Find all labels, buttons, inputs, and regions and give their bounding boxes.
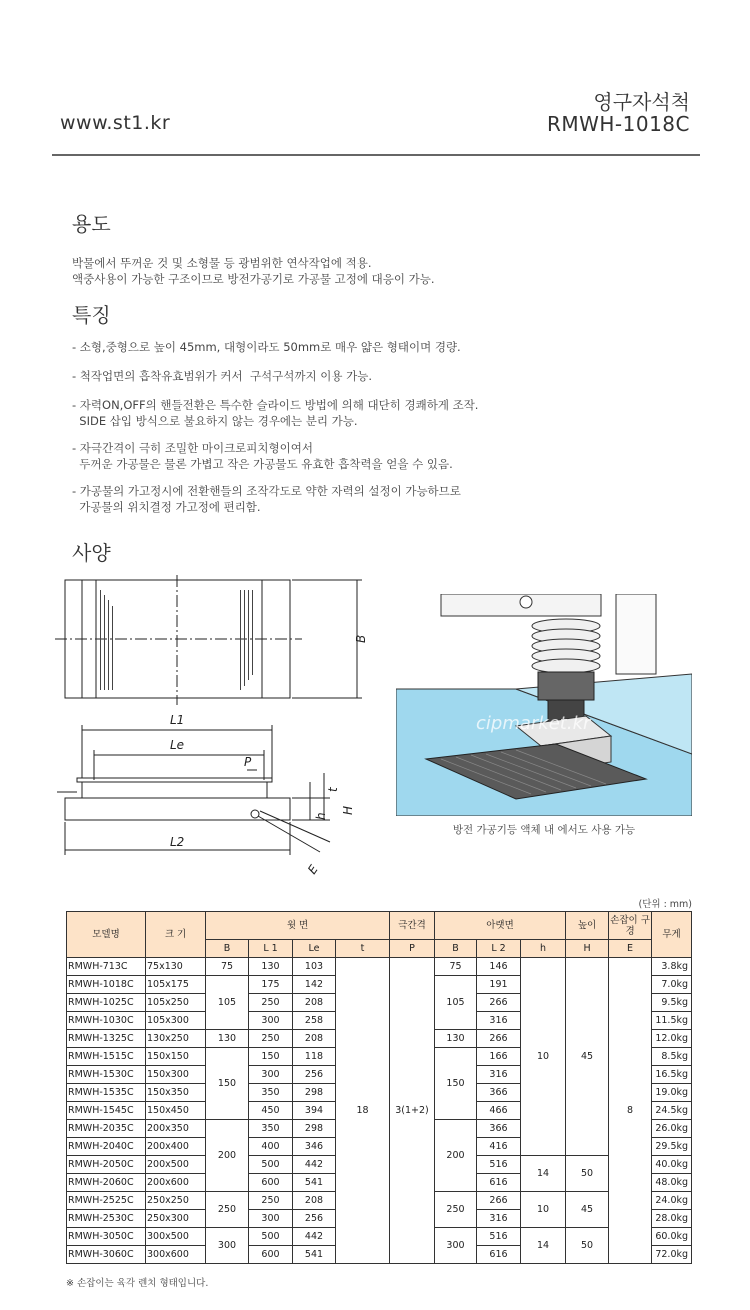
cell-B: 105 (206, 976, 249, 1030)
cell-L2: 166 (477, 1048, 521, 1066)
header-bottom-face: 아랫면 (435, 912, 566, 940)
cell-size: 150x150 (146, 1048, 206, 1066)
cell-L2: 146 (477, 958, 521, 976)
cell-weight: 7.0kg (652, 976, 692, 994)
cell-L1: 150 (249, 1048, 293, 1066)
cell-L1: 600 (249, 1246, 293, 1264)
cell-model: RMWH-2035C (67, 1120, 146, 1138)
header-H: H (566, 940, 609, 958)
cell-size: 200x350 (146, 1120, 206, 1138)
cell-L1: 350 (249, 1120, 293, 1138)
cell-Le: 256 (293, 1066, 336, 1084)
feature-item: - 가공물의 가고정시에 전환핸들의 조작각도로 약한 자력의 설정이 가능하므로 가공물의 위치결정 가고정에 편리함. (72, 484, 461, 514)
dim-label-L1: L1 (170, 713, 185, 727)
cell-model: RMWH-1030C (67, 1012, 146, 1030)
cell-size: 150x350 (146, 1084, 206, 1102)
cell-model: RMWH-1018C (67, 976, 146, 994)
dim-label-B: B (354, 634, 368, 643)
cell-Le: 208 (293, 1030, 336, 1048)
feature-item: - 소형,중형으로 높이 45mm, 대형이라도 50mm로 매우 얇은 형태이며 경량. (72, 340, 461, 354)
cell-weight: 28.0kg (652, 1210, 692, 1228)
header-handle: 손잡이 구경 (609, 912, 652, 940)
header-bottom-B: B (435, 940, 477, 958)
cell-size: 75x130 (146, 958, 206, 976)
cell-L1: 500 (249, 1156, 293, 1174)
cell-Le: 256 (293, 1210, 336, 1228)
cell-h: 10 (521, 1192, 566, 1228)
photo-caption: 방전 가공기등 액체 내 에서도 사용 가능 (452, 824, 636, 836)
feature-item: - 척작업면의 흡착유효범위가 커서 구석구석까지 이용 가능. (72, 369, 373, 383)
header-pole-pitch: 극간격 (390, 912, 435, 940)
cell-weight: 48.0kg (652, 1174, 692, 1192)
cell-E: 8 (609, 958, 652, 1264)
cell-size: 250x250 (146, 1192, 206, 1210)
cell-model: RMWH-1325C (67, 1030, 146, 1048)
cell-bottom-B: 300 (435, 1228, 477, 1264)
feature-item: - 자력ON,OFF의 핸들전환은 특수한 슬라이드 방법에 의해 대단히 경쾌하게 조작. SIDE 삽입 방식으로 불요하지 않는 경우에는 분리 가능. (72, 398, 479, 428)
cell-weight: 11.5kg (652, 1012, 692, 1030)
cell-Le: 541 (293, 1246, 336, 1264)
site-url: www.st1.kr (60, 112, 171, 134)
technical-drawing (52, 570, 382, 890)
cell-L2: 316 (477, 1210, 521, 1228)
cell-L1: 130 (249, 958, 293, 976)
cell-L1: 250 (249, 1030, 293, 1048)
cell-L1: 250 (249, 994, 293, 1012)
header-h: h (521, 940, 566, 958)
cell-L1: 300 (249, 1012, 293, 1030)
header-height: 높이 (566, 912, 609, 940)
cell-weight: 24.5kg (652, 1102, 692, 1120)
dim-label-E: E (304, 862, 321, 877)
cell-model: RMWH-2525C (67, 1192, 146, 1210)
cell-L1: 350 (249, 1084, 293, 1102)
cell-bottom-B: 200 (435, 1120, 477, 1192)
product-name: 영구자석척 (593, 90, 690, 114)
cell-bottom-B: 150 (435, 1048, 477, 1120)
cell-B: 300 (206, 1228, 249, 1264)
cell-model: RMWH-1515C (67, 1048, 146, 1066)
cell-B: 150 (206, 1048, 249, 1120)
cell-h: 10 (521, 958, 566, 1156)
cell-bottom-B: 250 (435, 1192, 477, 1228)
cell-weight: 29.5kg (652, 1138, 692, 1156)
cell-L2: 616 (477, 1174, 521, 1192)
header-B: B (206, 940, 249, 958)
cell-B: 200 (206, 1120, 249, 1192)
header-divider (52, 154, 700, 156)
dim-label-t: t (326, 787, 340, 792)
cell-model: RMWH-2050C (67, 1156, 146, 1174)
edm-illustration (396, 594, 692, 816)
cell-Le: 118 (293, 1048, 336, 1066)
cell-size: 150x300 (146, 1066, 206, 1084)
cell-Le: 346 (293, 1138, 336, 1156)
cell-model: RMWH-1025C (67, 994, 146, 1012)
cell-size: 105x250 (146, 994, 206, 1012)
cell-B: 130 (206, 1030, 249, 1048)
cell-model: RMWH-713C (67, 958, 146, 976)
header-L2: L 2 (477, 940, 521, 958)
cell-L2: 266 (477, 994, 521, 1012)
cell-H: 50 (566, 1156, 609, 1192)
cell-size: 250x300 (146, 1210, 206, 1228)
cell-Le: 541 (293, 1174, 336, 1192)
cell-L2: 266 (477, 1030, 521, 1048)
cell-size: 300x600 (146, 1246, 206, 1264)
cell-L1: 250 (249, 1192, 293, 1210)
cell-weight: 60.0kg (652, 1228, 692, 1246)
cell-weight: 12.0kg (652, 1030, 692, 1048)
cell-Le: 208 (293, 1192, 336, 1210)
cell-H: 45 (566, 958, 609, 1156)
header-size: 크 기 (146, 912, 206, 958)
dim-label-P: P (244, 755, 252, 769)
cell-weight: 16.5kg (652, 1066, 692, 1084)
photo-watermark: cipmarket.kr (476, 713, 591, 734)
cell-L2: 366 (477, 1120, 521, 1138)
header-t: t (336, 940, 390, 958)
spec-table (66, 911, 692, 1264)
product-model: RMWH-1018C (546, 112, 690, 136)
cell-L2: 266 (477, 1192, 521, 1210)
cell-L2: 616 (477, 1246, 521, 1264)
dim-label-L2: L2 (170, 835, 185, 849)
cell-weight: 26.0kg (652, 1120, 692, 1138)
cell-L2: 366 (477, 1084, 521, 1102)
cell-L1: 450 (249, 1102, 293, 1120)
cell-Le: 103 (293, 958, 336, 976)
cell-L1: 400 (249, 1138, 293, 1156)
usage-line: 박물에서 뚜꺼운 것 및 소형물 등 광범위한 연삭작업에 적용. (72, 256, 372, 270)
header-weight: 무게 (652, 912, 692, 958)
cell-L2: 416 (477, 1138, 521, 1156)
cell-L1: 500 (249, 1228, 293, 1246)
cell-size: 130x250 (146, 1030, 206, 1048)
unit-label: (단위 : mm) (638, 899, 692, 910)
cell-model: RMWH-3050C (67, 1228, 146, 1246)
cell-bottom-B: 105 (435, 976, 477, 1030)
dim-label-h: h (314, 812, 328, 820)
cell-weight: 72.0kg (652, 1246, 692, 1264)
cell-weight: 19.0kg (652, 1084, 692, 1102)
cell-weight: 8.5kg (652, 1048, 692, 1066)
cell-h: 14 (521, 1156, 566, 1192)
feature-item: - 자극간격이 극히 조밀한 마이크로피치형이여서 두꺼운 가공물은 물론 가볍고 작은 가공물도 유효한 흡착력을 얻을 수 있음. (72, 441, 453, 471)
cell-Le: 298 (293, 1120, 336, 1138)
cell-bottom-B: 75 (435, 958, 477, 976)
header-E: E (609, 940, 652, 958)
usage-line: 액중사용이 가능한 구조이므로 방전가공기로 가공물 고정에 대응이 가능. (72, 272, 435, 286)
cell-L1: 300 (249, 1066, 293, 1084)
header-Le: Le (293, 940, 336, 958)
cell-B: 75 (206, 958, 249, 976)
cell-B: 250 (206, 1192, 249, 1228)
cell-Le: 208 (293, 994, 336, 1012)
cell-Le: 298 (293, 1084, 336, 1102)
header-P: P (390, 940, 435, 958)
cell-H: 50 (566, 1228, 609, 1264)
cell-weight: 24.0kg (652, 1192, 692, 1210)
cell-model: RMWH-2060C (67, 1174, 146, 1192)
features-heading: 특징 (72, 303, 111, 327)
header-model: 모델명 (67, 912, 146, 958)
cell-L1: 600 (249, 1174, 293, 1192)
cell-model: RMWH-1530C (67, 1066, 146, 1084)
cell-h: 14 (521, 1228, 566, 1264)
cell-L2: 516 (477, 1228, 521, 1246)
cell-H: 45 (566, 1192, 609, 1228)
cell-Le: 442 (293, 1156, 336, 1174)
cell-weight: 40.0kg (652, 1156, 692, 1174)
cell-weight: 3.8kg (652, 958, 692, 976)
cell-Le: 394 (293, 1102, 336, 1120)
cell-size: 200x400 (146, 1138, 206, 1156)
cell-model: RMWH-1535C (67, 1084, 146, 1102)
cell-model: RMWH-2530C (67, 1210, 146, 1228)
cell-size: 200x500 (146, 1156, 206, 1174)
cell-Le: 442 (293, 1228, 336, 1246)
spec-heading: 사양 (72, 541, 111, 565)
cell-L2: 316 (477, 1066, 521, 1084)
cell-model: RMWH-2040C (67, 1138, 146, 1156)
cell-size: 200x600 (146, 1174, 206, 1192)
cell-P: 3(1+2) (390, 958, 435, 1264)
cell-L2: 191 (477, 976, 521, 994)
cell-model: RMWH-3060C (67, 1246, 146, 1264)
cell-L2: 466 (477, 1102, 521, 1120)
dim-label-Le: Le (170, 738, 185, 752)
header-top-face: 윗 면 (206, 912, 390, 940)
cell-size: 105x175 (146, 976, 206, 994)
cell-Le: 258 (293, 1012, 336, 1030)
table-row (67, 958, 692, 976)
cell-L2: 516 (477, 1156, 521, 1174)
table-footnote: ※ 손잡이는 육각 렌치 형태입니다. (66, 1278, 209, 1289)
cell-L1: 175 (249, 976, 293, 994)
cell-size: 150x450 (146, 1102, 206, 1120)
header-L1: L 1 (249, 940, 293, 958)
cell-size: 105x300 (146, 1012, 206, 1030)
cell-L1: 300 (249, 1210, 293, 1228)
dim-label-H: H (341, 805, 355, 815)
cell-weight: 9.5kg (652, 994, 692, 1012)
cell-Le: 142 (293, 976, 336, 994)
cell-bottom-B: 130 (435, 1030, 477, 1048)
usage-heading: 용도 (72, 212, 111, 236)
cell-model: RMWH-1545C (67, 1102, 146, 1120)
usage-text (72, 255, 435, 287)
cell-size: 300x500 (146, 1228, 206, 1246)
cell-t: 18 (336, 958, 390, 1264)
cell-L2: 316 (477, 1012, 521, 1030)
